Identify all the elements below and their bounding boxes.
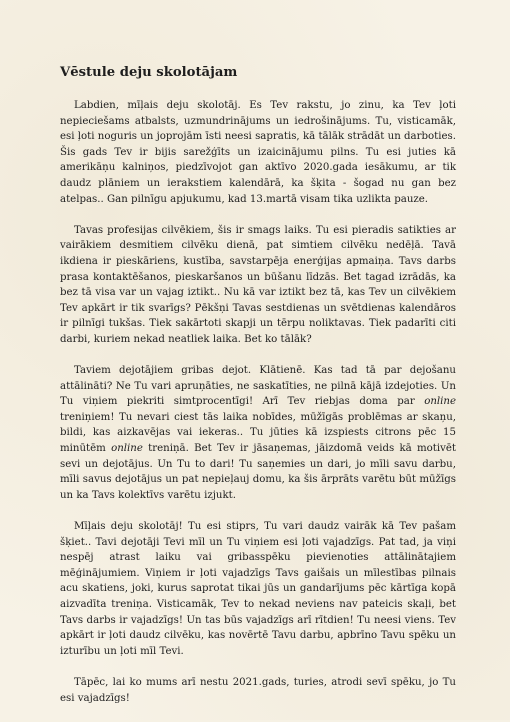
paragraph-2 <box>60 223 456 348</box>
paragraph-4 <box>60 519 456 659</box>
paragraph-4-text: Mīļais deju skolotāj! Tu esi stiprs, Tu vari daudz vairāk kā Tev pašam šķiet.. Tavi dejotāji Tevi mīl un Tu viņiem esi ļoti vajadzīgs. Pat tad, ja viņi nespēj atrast laiku vai gribasspēku pievienoties attālinātajiem mēģinājumiem. Viņiem ir ļoti vajadzīgs Tavs gaišais un mīlestības pilnais acu skatiens, joki, kurus saprotat tikai jūs un gandarījums pēc kārtīga kopā aizvadīta treniņa. Visticamāk, Tev to nekad neviens nav pateicis skaļi, bet Tavs darbs ir vajadzīgs! Un tas būs vajadzīgs arī rītdien! Tu neesi viens. Tev apkārt ir ļoti daudz cilvēku, kas novērtē Tavu darbu, apbrīno Tavu spēku un izturību un ļoti mīl Tevi. <box>60 521 456 657</box>
paragraph-3-online-1: online <box>424 396 456 408</box>
paragraph-1-text: Labdien, mīļais deju skolotāj. Es Tev rakstu, jo zinu, ka Tev ļoti nepieciešams atbalsts, uzmundrinājums un iedrošinājums. Tu, visticamāk, esi ļoti noguris un joprojām īsti neesi sapratis, kā tālāk strādāt un darboties. Šis gads Tev ir bijis sarežģīts un izaicinājumu pilns. Tu esi juties kā amerikāņu kalniņos, piedzīvojot gan aktīvo 2020.gada iesākumu, ar tik daudz plāniem un ierakstiem kalendārā, ka šķita - šogad nu gan bez atelpas.. Gan pilnīgu apjukumu, kad 13.martā visam tika uzlikta pauze. <box>60 100 456 205</box>
letter <box>60 64 456 722</box>
letter-title: Vēstule deju skolotājam <box>60 65 238 80</box>
paragraph-2-text: Tavas profesijas cilvēkiem, šis ir smags laiks. Tu esi pieradis satikties ar vairākiem desmitiem cilvēku dienā, pat simtiem cilvēku nedēļā. Tavā ikdiena ir pieskāriens, kustība, savstarpēja enerģijas apmaiņa. Tavs darbs prasa kontaktēšanos, pieskaršanos un būšanu līdzās. Bet tagad izrādās, ka bez tā visa var un vajag iztikt.. Nu kā var iztikt bez tā, kas Tev un cilvēkiem Tev apkārt ir tik svarīgs? Pēkšņi Tavas sestdienas un svētdienas kalendāros ir pilnīgi tukšas. Tiek sakārtoti skapji un tērpu noliktavas. Tiek padarīti citi darbi, kuriem nekad neatliek laika. Bet ko tālāk? <box>60 224 456 345</box>
paragraph-3-online-2: online <box>111 443 143 455</box>
paragraph-3 <box>60 363 456 503</box>
paragraph-3-text-e: treniņā. Bet Tev ir jāsaņemas, jāizdomā veids kā motivēt sevi un dejotājus. Un Tu to dari! Tu saņemies un dari, jo mīli savu darbu, mīli savus dejotājus un pat nepieļauj domu, ka šis ārprāts varētu būt mūžīgs un ka Tavs kolektīvs varētu izjukt. <box>60 443 456 501</box>
paragraph-1 <box>60 98 456 207</box>
paragraph-5-text: Tāpēc, lai ko mums arī nestu 2021.gads, turies, atrodi sevī spēku, jo Tu esi vajadzīgs! <box>60 676 456 704</box>
paragraph-3-text-c: treniņiem! Tu nevari ciest tās laika nobīdes, mūžīgās problēmas ar skaņu, bildi, kas aizkavējas vai iekeras.. Tu jūties kā izspiests citrons pēc 15 minūtēm <box>60 411 456 455</box>
paragraph-3-text-a: Taviem dejotājiem gribas dejot. Klātienē. Kas tad tā par dejošanu attālināti? Ne Tu vari apruņāties, ne saskatīties, ne pilnā kājā izdejoties. Un Tu viņiem piekriti simtprocentīgi! Arī Tev riebjas doma par <box>60 365 456 408</box>
paragraph-5 <box>60 675 456 706</box>
